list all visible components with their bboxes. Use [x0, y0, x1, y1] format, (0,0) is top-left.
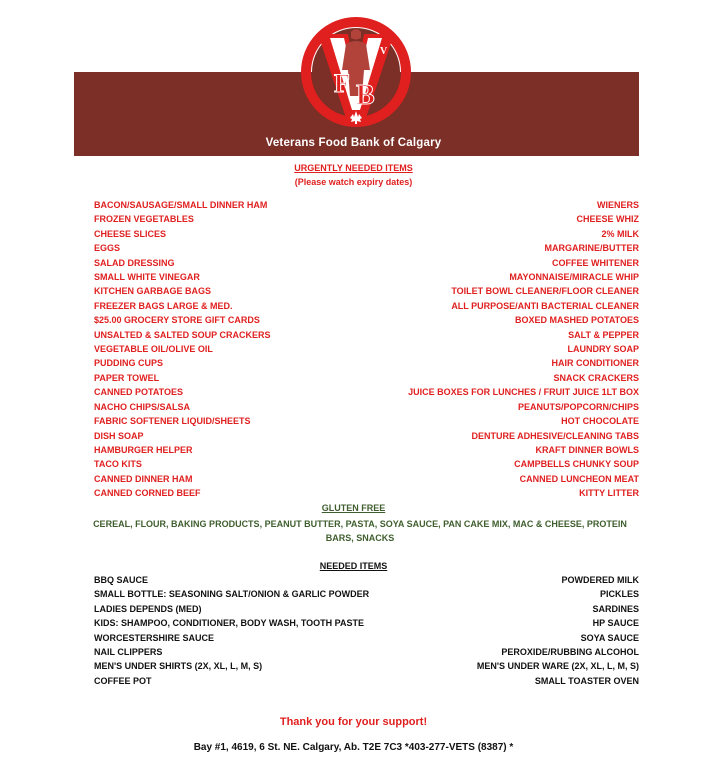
list-item: $25.00 GROCERY STORE GIFT CARDS	[94, 315, 260, 326]
list-item: SALT & PEPPER	[568, 329, 639, 340]
urgent-list-right	[408, 198, 639, 501]
urgent-list-left	[94, 198, 271, 501]
list-item: BBQ SAUCE	[94, 575, 149, 585]
list-item: EGGS	[94, 243, 121, 254]
list-item: COFFEE POT	[94, 675, 152, 686]
list-item: POWDERED MILK	[561, 575, 639, 585]
list-item: FROZEN VEGETABLES	[94, 214, 194, 225]
logo-letter-b: B	[356, 80, 375, 111]
list-item: SMALL BOTTLE: SEASONING SALT/ONION & GARLIC POWDER	[94, 589, 370, 600]
list-item: BACON/SAUSAGE/SMALL DINNER HAM	[94, 200, 268, 210]
list-item: HAIR CONDITIONER	[551, 358, 639, 369]
list-item: PEANUTS/POPCORN/CHIPS	[517, 401, 639, 412]
address-line: Bay #1, 4619, 6 St. NE. Calgary, Ab. T2E 7C3 *403-277-VETS (8387) *	[193, 742, 514, 753]
list-item: JUICE BOXES FOR LUNCHES / FRUIT JUICE 1LT BOX	[408, 387, 639, 398]
gluten-free-title: GLUTEN FREE	[321, 503, 386, 513]
logo-letter-v: V	[380, 46, 388, 57]
needed-title: NEEDED ITEMS	[319, 561, 388, 571]
thank-you-message: Thank you for your support!	[279, 716, 428, 728]
list-item: MEN'S UNDER SHIRTS (2X, XL, L, M, S)	[94, 661, 263, 672]
list-item: CANNED CORNED BEEF	[94, 488, 201, 499]
needed-list-right	[477, 573, 639, 688]
list-item: VEGETABLE OIL/OLIVE OIL	[94, 344, 213, 355]
list-item: CAMPBELLS CHUNKY SOUP	[514, 459, 639, 470]
logo-letter-f: F	[334, 69, 350, 98]
list-item: CHEESE WHIZ	[576, 214, 639, 225]
list-item: SARDINES	[592, 603, 639, 614]
list-item: COFFEE WHITENER	[552, 257, 639, 268]
list-item: BOXED MASHED POTATOES	[514, 315, 639, 326]
list-item: KITCHEN GARBAGE BAGS	[94, 286, 212, 297]
list-item: PEROXIDE/RUBBING ALCOHOL	[501, 647, 639, 658]
list-item: WIENERS	[596, 200, 639, 210]
list-item: PICKLES	[599, 589, 639, 600]
list-item: MAYONNAISE/MIRACLE WHIP	[509, 272, 639, 283]
list-item: TACO KITS	[94, 459, 142, 470]
list-item: CHEESE SLICES	[94, 228, 167, 239]
list-item: LADIES DEPENDS (MED)	[94, 603, 202, 614]
list-item: KRAFT DINNER BOWLS	[535, 444, 639, 455]
org-name: Veterans Food Bank of Calgary	[265, 137, 442, 149]
list-item: NACHO CHIPS/SALSA	[94, 401, 191, 412]
list-item: MARGARINE/BUTTER	[544, 243, 639, 254]
vfb-logo	[296, 14, 416, 134]
list-item: ALL PURPOSE/ANTI BACTERIAL CLEANER	[451, 300, 639, 311]
list-item: HAMBURGER HELPER	[94, 444, 193, 455]
urgent-note: (Please watch expiry dates)	[294, 177, 413, 187]
list-item: PAPER TOWEL	[94, 372, 160, 383]
list-item: PUDDING CUPS	[94, 358, 164, 369]
list-item: SMALL WHITE VINEGAR	[94, 272, 200, 283]
urgent-title: URGENTLY NEEDED ITEMS	[294, 163, 413, 173]
list-item: WORCESTERSHIRE SAUCE	[94, 632, 215, 643]
list-item: HOT CHOCOLATE	[561, 416, 639, 427]
list-item: SMALL TOASTER OVEN	[534, 675, 639, 686]
list-item: KIDS: SHAMPOO, CONDITIONER, BODY WASH, TOOTH PASTE	[94, 618, 365, 629]
list-item: CANNED POTATOES	[94, 387, 184, 398]
list-item: TOILET BOWL CLEANER/FLOOR CLEANER	[451, 286, 639, 297]
list-item: SALAD DRESSING	[94, 257, 175, 268]
list-item: SNACK CRACKERS	[553, 372, 639, 383]
list-item: DISH SOAP	[94, 430, 144, 441]
list-item: DENTURE ADHESIVE/CLEANING TABS	[471, 430, 639, 441]
list-item: CANNED DINNER HAM	[94, 473, 193, 484]
list-item: CANNED LUNCHEON MEAT	[519, 473, 639, 484]
list-item: MEN'S UNDER WARE (2X, XL, L, M, S)	[476, 661, 639, 672]
list-item: KITTY LITTER	[579, 488, 639, 499]
list-item: FABRIC SOFTENER LIQUID/SHEETS	[94, 416, 251, 427]
list-item: NAIL CLIPPERS	[94, 647, 163, 658]
list-item: 2% MILK	[601, 228, 639, 239]
needed-list-left	[94, 573, 369, 688]
list-item: HP SAUCE	[592, 618, 639, 629]
list-item: LAUNDRY SOAP	[567, 344, 639, 355]
gluten-free-text: CEREAL, FLOUR, BAKING PRODUCTS, PEANUT BUTTER, PASTA, SOYA SAUCE, PAN CAKE MIX, MAC & CHEESE, PROTEIN BARS, SNACKS	[93, 519, 627, 544]
list-item: UNSALTED & SALTED SOUP CRACKERS	[94, 329, 271, 340]
list-item: FREEZER BAGS LARGE & MED.	[94, 300, 233, 311]
list-item: SOYA SAUCE	[580, 632, 639, 643]
